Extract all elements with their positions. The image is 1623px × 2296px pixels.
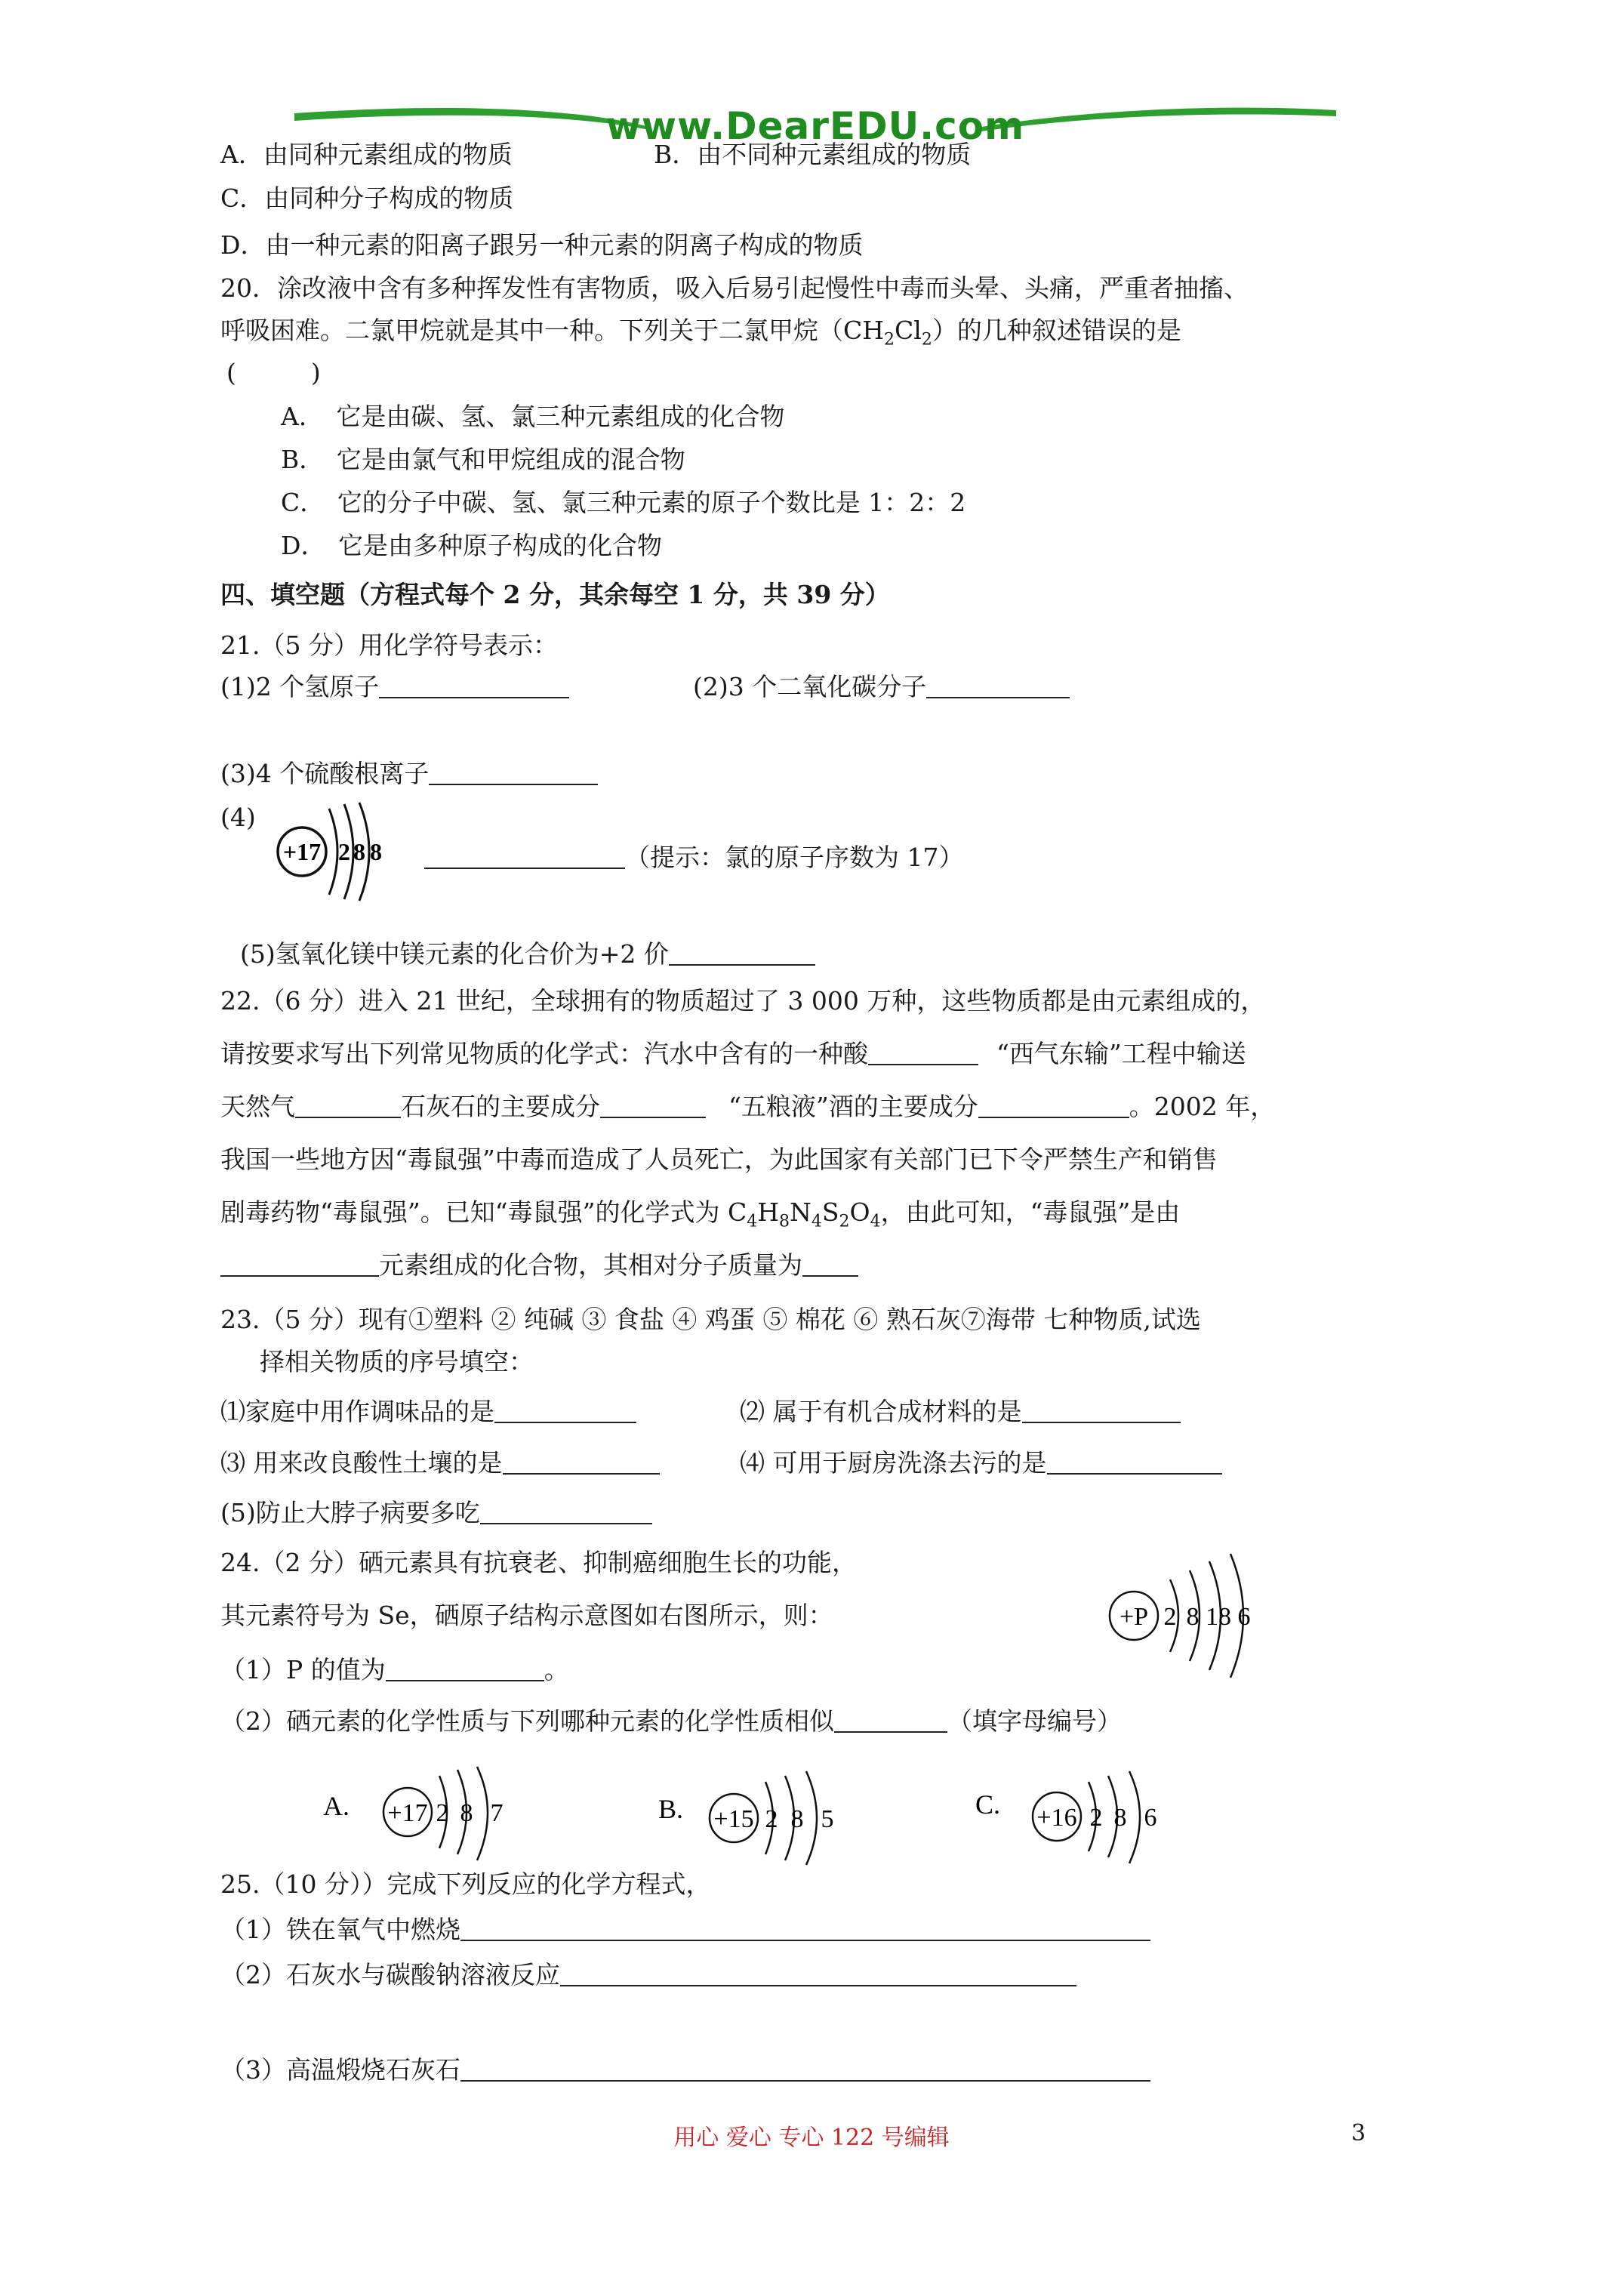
answer-blank[interactable] <box>926 673 1070 698</box>
q24-line2: 其元素符号为 Se，硒原子结构示意图如右图所示，则： <box>220 1601 833 1630</box>
q20-option-d: D． 它是由多种原子构成的化合物 <box>281 531 662 560</box>
shell-electron-count: 6 <box>1237 1603 1251 1631</box>
answer-blank[interactable] <box>424 843 625 869</box>
q25-part1: （1）铁在氧气中燃烧 <box>220 1915 1150 1945</box>
option-b-atom-diagram <box>652 1771 879 1880</box>
q23-part2: ⑵ 属于有机合成材料的是 <box>740 1397 1181 1427</box>
q24-part1: （1）P 的值为 。 <box>220 1655 569 1684</box>
q22-line5: 剧毒药物“毒鼠强”。已知“毒鼠强”的化学式为 $C_4H_8N_4S_2O_4$，由此可知，“毒鼠强”是由 <box>220 1197 1181 1231</box>
section-title: 四、填空题（方程式每个 2 分，其余每空 1 分，共 39 分） <box>220 580 890 609</box>
q21-part5: (5)氢氧化镁中镁元素的化合价为+2 价 <box>240 939 815 969</box>
answer-blank[interactable] <box>460 1915 1150 1941</box>
q23-line2: 择相关物质的序号填空： <box>260 1347 534 1376</box>
q20-option-c: C． 它的分子中碳、氢、氯三种元素的原子个数比是 1：2：2 <box>281 488 966 517</box>
q25-stem: 25.（10 分））完成下列反应的化学方程式， <box>220 1869 711 1899</box>
q20-option-a: A． 它是由碳、氢、氯三种元素组成的化合物 <box>281 402 785 431</box>
q21-part1: (1)2 个氢原子 <box>220 672 569 702</box>
answer-blank[interactable] <box>802 1251 858 1277</box>
q23-part5: (5)防止大脖子病要多吃 <box>220 1498 652 1528</box>
answer-blank[interactable] <box>1047 1449 1222 1475</box>
answer-blank[interactable] <box>480 1499 652 1524</box>
nucleus-label: +17 <box>282 838 322 865</box>
answer-blank[interactable] <box>386 1656 544 1681</box>
nucleus-label: +15 <box>713 1805 754 1833</box>
q23-part3: ⑶ 用来改良酸性土壤的是 <box>220 1448 660 1478</box>
shell-electron-count: 18 <box>1206 1603 1231 1631</box>
option-a-label: A. <box>323 1791 350 1821</box>
answer-blank[interactable] <box>295 1093 401 1118</box>
q20-stem-line2: 呼吸困难。二氯甲烷就是其中一种。下列关于二氯甲烷$(CH_2Cl_2)$的几种叙述错误的是 <box>220 316 1181 350</box>
q21-part4-label: (4) <box>220 803 256 832</box>
shell-electron-count: 2 <box>1089 1804 1103 1832</box>
shell-electron-count: 8 <box>460 1799 473 1827</box>
answer-blank[interactable] <box>868 1040 978 1065</box>
answer-blank[interactable] <box>460 2056 1150 2082</box>
q22-line1: 22.（6 分）进入 21 世纪，全球拥有的物质超过了 3 000 万种，这些物质都是由元素组成的， <box>220 986 1266 1015</box>
answer-blank[interactable] <box>503 1449 660 1475</box>
shell-electron-count: 8 <box>790 1805 804 1833</box>
q23-line1: 23.（5 分）现有①塑料 ② 纯碱 ③ 食盐 ④ 鸡蛋 ⑤ 棉花 ⑥ 熟石灰⑦海带 七种物质,试选 <box>220 1305 1201 1334</box>
q22-line3: 天然气 石灰石的主要成分 “五粮液”酒的主要成分 。2002 年， <box>220 1092 1276 1121</box>
q22-line4: 我国一些地方因“毒鼠强”中毒而造成了人员死亡，为此国家有关部门已下令严禁生产和销售 <box>220 1145 1218 1174</box>
shell-electron-count: 6 <box>1144 1804 1157 1832</box>
shell-electron-count: 8 <box>1113 1804 1127 1832</box>
shell-electron-count: 2 <box>1163 1603 1177 1631</box>
q20-option-b: B． 它是由氯气和甲烷组成的混合物 <box>281 445 685 474</box>
answer-blank[interactable] <box>379 673 569 698</box>
q19-option-a: A．由同种元素组成的物质 <box>220 140 513 169</box>
q22-line6: 元素组成的化合物，其相对分子质量为 <box>220 1250 858 1281</box>
option-c-label: C. <box>975 1789 1001 1820</box>
answer-blank[interactable] <box>978 1093 1129 1118</box>
shell-electron-count: 8 <box>1186 1603 1200 1631</box>
shell-electron-count: 5 <box>821 1805 834 1833</box>
q23-part4: ⑷ 可用于厨房洗涤去污的是 <box>740 1448 1222 1478</box>
page-footer-text: 用心 爱心 专心 122 号编辑 <box>673 2125 950 2151</box>
answer-blank[interactable] <box>560 1961 1076 1986</box>
q24-part2: （2）硒元素的化学性质与下列哪种元素的化学性质相似 （填字母编号） <box>220 1706 1122 1736</box>
answer-blank[interactable] <box>834 1707 947 1733</box>
q21-part4-answer: （提示：氯的原子序数为 17） <box>424 843 963 873</box>
site-logo-text: www.DearEDU.com <box>605 104 1025 148</box>
q21-part3: (3)4 个硫酸根离子 <box>220 759 598 789</box>
shell-electron-count: 2 <box>765 1805 778 1833</box>
selenium-atom-structure-diagram <box>1095 1540 1276 1694</box>
chlorine-ion-structure-diagram <box>270 803 406 911</box>
shell-electron-count: 8 <box>353 838 365 865</box>
q24-line1: 24.（2 分）硒元素具有抗衰老、抑制癌细胞生长的功能， <box>220 1548 857 1577</box>
shell-electron-count: 2 <box>338 838 350 865</box>
nucleus-label: +17 <box>387 1799 428 1827</box>
answer-blank[interactable] <box>494 1398 636 1423</box>
option-a-atom-diagram <box>317 1767 544 1875</box>
q19-option-c: C．由同种分子构成的物质 <box>220 183 514 213</box>
answer-blank[interactable] <box>1022 1398 1181 1423</box>
q22-line2: 请按要求写出下列常见物质的化学式：汽水中含有的一种酸 “西气东输”工程中输送 <box>220 1039 1246 1068</box>
q20-stem-line1: 20．涂改液中含有多种挥发性有害物质，吸入后易引起慢性中毒而头晕、头痛，严重者抽搐、 <box>220 273 1249 303</box>
q21-stem: 21.（5 分）用化学符号表示： <box>220 630 558 660</box>
shell-electron-count: 2 <box>436 1799 449 1827</box>
nucleus-label: +16 <box>1036 1804 1077 1832</box>
option-b-label: B. <box>658 1794 684 1824</box>
q20-answer-paren: ( ) <box>226 358 321 387</box>
answer-blank[interactable] <box>429 760 598 785</box>
q23-part1: ⑴家庭中用作调味品的是 <box>220 1397 636 1427</box>
q21-part2: (2)3 个二氧化碳分子 <box>693 672 1070 702</box>
answer-blank[interactable] <box>600 1093 706 1118</box>
nucleus-label: +P <box>1119 1603 1149 1631</box>
page-number: 3 <box>1351 2120 1366 2147</box>
q19-option-b: B．由不同种元素组成的物质 <box>654 140 972 169</box>
shell-electron-count: 8 <box>370 838 382 865</box>
option-c-atom-diagram <box>969 1771 1196 1880</box>
shell-electron-count: 7 <box>490 1799 504 1827</box>
answer-blank[interactable] <box>220 1251 379 1277</box>
q19-option-d: D．由一种元素的阳离子跟另一种元素的阴离子构成的物质 <box>220 230 864 260</box>
answer-blank[interactable] <box>669 940 815 966</box>
q25-part3: （3）高温煅烧石灰石 <box>220 2055 1150 2085</box>
q25-part2: （2）石灰水与碳酸钠溶液反应 <box>220 1960 1076 1990</box>
